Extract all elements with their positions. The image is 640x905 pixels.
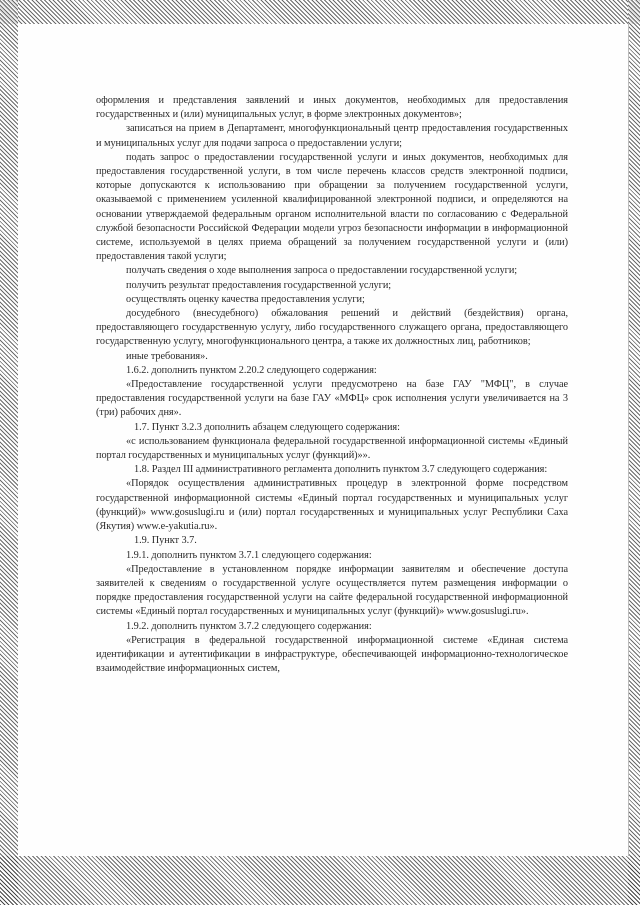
scan-border-left: [0, 0, 18, 905]
paragraph: записаться на прием в Департамент, многофункциональный центр предоставления государственных и муниципальных услуг для подачи запроса о предоставлении услуги;: [96, 123, 568, 149]
paragraph: осуществлять оценку качества предоставления услуги;: [126, 293, 365, 305]
paragraph: 1.9.2. дополнить пунктом 3.7.2 следующего содержания:: [126, 620, 372, 632]
paragraph: иные требования».: [126, 350, 208, 362]
paragraph: оформления и представления заявлений и иных документов, необходимых для предоставления государственных и (или) муниципальных услуг, в форме электронных документов»;: [96, 95, 568, 121]
document-body: [96, 94, 568, 676]
paragraph: «с использованием функционала федеральной государственной информационной системы «Единый портал государственных и муниципальных услуг (функций)»».: [96, 435, 568, 462]
paragraph: 1.9.1. дополнить пунктом 3.7.1 следующего содержания:: [126, 549, 372, 561]
scan-border-right: [628, 0, 640, 905]
paragraph: получать сведения о ходе выполнения запроса о предоставлении государственной услуги;: [126, 265, 518, 277]
paragraph: подать запрос о предоставлении государственной услуги и иных документов, необходимых для предоставления государственной услуги, в том числе перечень классов средств электронной подписи, которые допускаются к использованию при обращении за получением государственной услуги, оказываемой с применением усиленной квалифицированной электронной подписи, и определяются на основании утверждаемой федеральным органом исполнительной власти по согласованию с Федеральной службой безопасности Российской Федерации модели угроз безопасности информации в информационной системе, используемой в целях приема обращений за получением государственной услуги и (или) предоставления такой услуги;: [96, 151, 568, 263]
paragraph: «Порядок осуществления административных процедур в электронной форме посредством государственной информационной системы «Единый портал государственных и муниципальных услуг (функций)» www.gosuslugi.ru и (или) портал государственных и муниципальных услуг Республики Саха (Якутия) www.e-yakutia.ru».: [96, 478, 568, 533]
paragraph: 1.9. Пункт 3.7.: [134, 535, 197, 547]
paragraph: «Предоставление государственной услуги предусмотрено на базе ГАУ "МФЦ", в случае предоставления государственной услуги на базе ГАУ «МФЦ» срок исполнения услуги увеличивается на 3 (три) рабочих дня».: [96, 379, 568, 419]
paragraph: досудебного (внесудебного) обжалования решений и действий (бездействия) органа, предоставляющего государственную услугу, либо государственного служащего органа, предоставляющего государственную услугу, многофункционального центра, а также их должностных лиц, работников;: [96, 308, 568, 348]
paragraph: 1.7. Пункт 3.2.3 дополнить абзацем следующего содержания:: [134, 421, 400, 433]
scan-border-top: [0, 0, 640, 24]
paragraph: получить результат предоставления государственной услуги;: [126, 279, 392, 291]
paragraph: «Регистрация в федеральной государственной информационной системе «Единая система идентификации и аутентификации в инфраструктуре, обеспечивающей информационно-технологическое взаимодействие информационных систем,: [96, 634, 568, 675]
paragraph: 1.8. Раздел III административного регламента дополнить пунктом 3.7 следующего содержания:: [134, 464, 548, 476]
paragraph: «Предоставление в установленном порядке информации заявителям и обеспечение доступа заявителей к сведениям о государственной услуге осуществляется путем размещения информации о порядке предоставления государственной услуги на сайте федеральной государственной информационной системы «Единый портал государственных и муниципальных услуг (функций)» www.gosuslugi.ru».: [96, 563, 568, 618]
paragraph: 1.6.2. дополнить пунктом 2.20.2 следующего содержания:: [126, 364, 377, 376]
scan-border-bottom: [0, 856, 640, 905]
